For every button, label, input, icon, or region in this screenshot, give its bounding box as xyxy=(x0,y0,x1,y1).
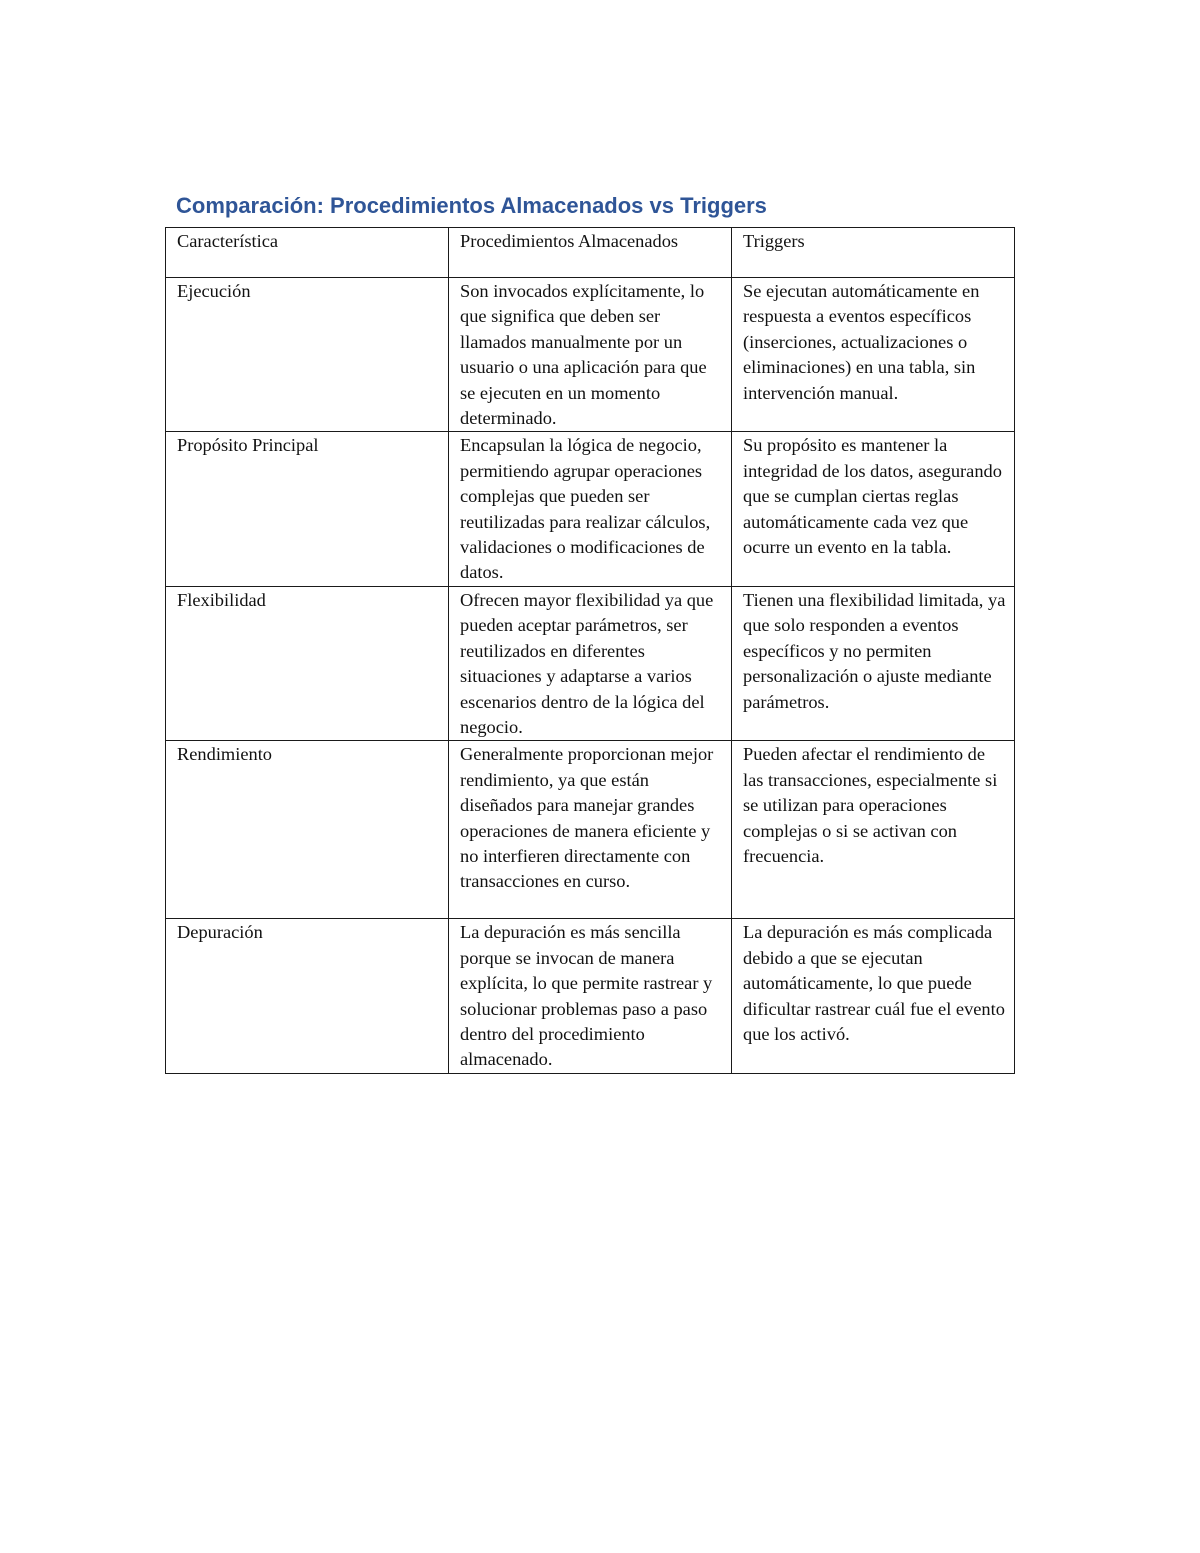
feature-cell: Flexibilidad xyxy=(166,586,449,740)
document-title: Comparación: Procedimientos Almacenados vs Triggers xyxy=(176,193,767,218)
procedures-cell: Ofrecen mayor flexibilidad ya que pueden aceptar parámetros, ser reutilizados en diferentes situaciones y adaptarse a varios escenarios dentro de la lógica del negocio. xyxy=(449,586,732,740)
procedures-cell: Encapsulan la lógica de negocio, permitiendo agrupar operaciones complejas que pueden ser reutilizadas para realizar cálculos, validaciones o modificaciones de datos. xyxy=(449,432,732,586)
procedures-cell: La depuración es más sencilla porque se invocan de manera explícita, lo que permite rastrear y solucionar problemas paso a paso dentro del procedimiento almacenado. xyxy=(449,919,732,1073)
triggers-cell: Su propósito es mantener la integridad de los datos, asegurando que se cumplan ciertas reglas automáticamente cada vez que ocurre un evento en la tabla. xyxy=(732,432,1015,586)
header-cell-feature: Característica xyxy=(166,228,449,278)
triggers-cell: Tienen una flexibilidad limitada, ya que solo responden a eventos específicos y no permiten personalización o ajuste mediante parámetros. xyxy=(732,586,1015,740)
table-row xyxy=(166,586,1015,740)
comparison-table xyxy=(165,227,1015,1074)
table-row xyxy=(166,278,1015,432)
feature-cell: Propósito Principal xyxy=(166,432,449,586)
triggers-cell: La depuración es más complicada debido a que se ejecutan automáticamente, lo que puede dificultar rastrear cuál fue el evento que los activó. xyxy=(732,919,1015,1073)
header-cell-triggers: Triggers xyxy=(732,228,1015,278)
procedures-cell: Generalmente proporcionan mejor rendimiento, ya que están diseñados para manejar grandes operaciones de manera eficiente y no interfieren directamente con transacciones en curso. xyxy=(449,741,732,919)
table-row xyxy=(166,919,1015,1073)
feature-cell: Depuración xyxy=(166,919,449,1073)
triggers-cell: Pueden afectar el rendimiento de las transacciones, especialmente si se utilizan para operaciones complejas o si se activan con frecuencia. xyxy=(732,741,1015,919)
feature-cell: Ejecución xyxy=(166,278,449,432)
header-cell-procedures: Procedimientos Almacenados xyxy=(449,228,732,278)
table-header-row xyxy=(166,228,1015,278)
triggers-cell: Se ejecutan automáticamente en respuesta a eventos específicos (inserciones, actualizaciones o eliminaciones) en una tabla, sin intervención manual. xyxy=(732,278,1015,432)
feature-cell: Rendimiento xyxy=(166,741,449,919)
table-row xyxy=(166,432,1015,586)
table-row xyxy=(166,741,1015,919)
procedures-cell: Son invocados explícitamente, lo que significa que deben ser llamados manualmente por un usuario o una aplicación para que se ejecuten en un momento determinado. xyxy=(449,278,732,432)
